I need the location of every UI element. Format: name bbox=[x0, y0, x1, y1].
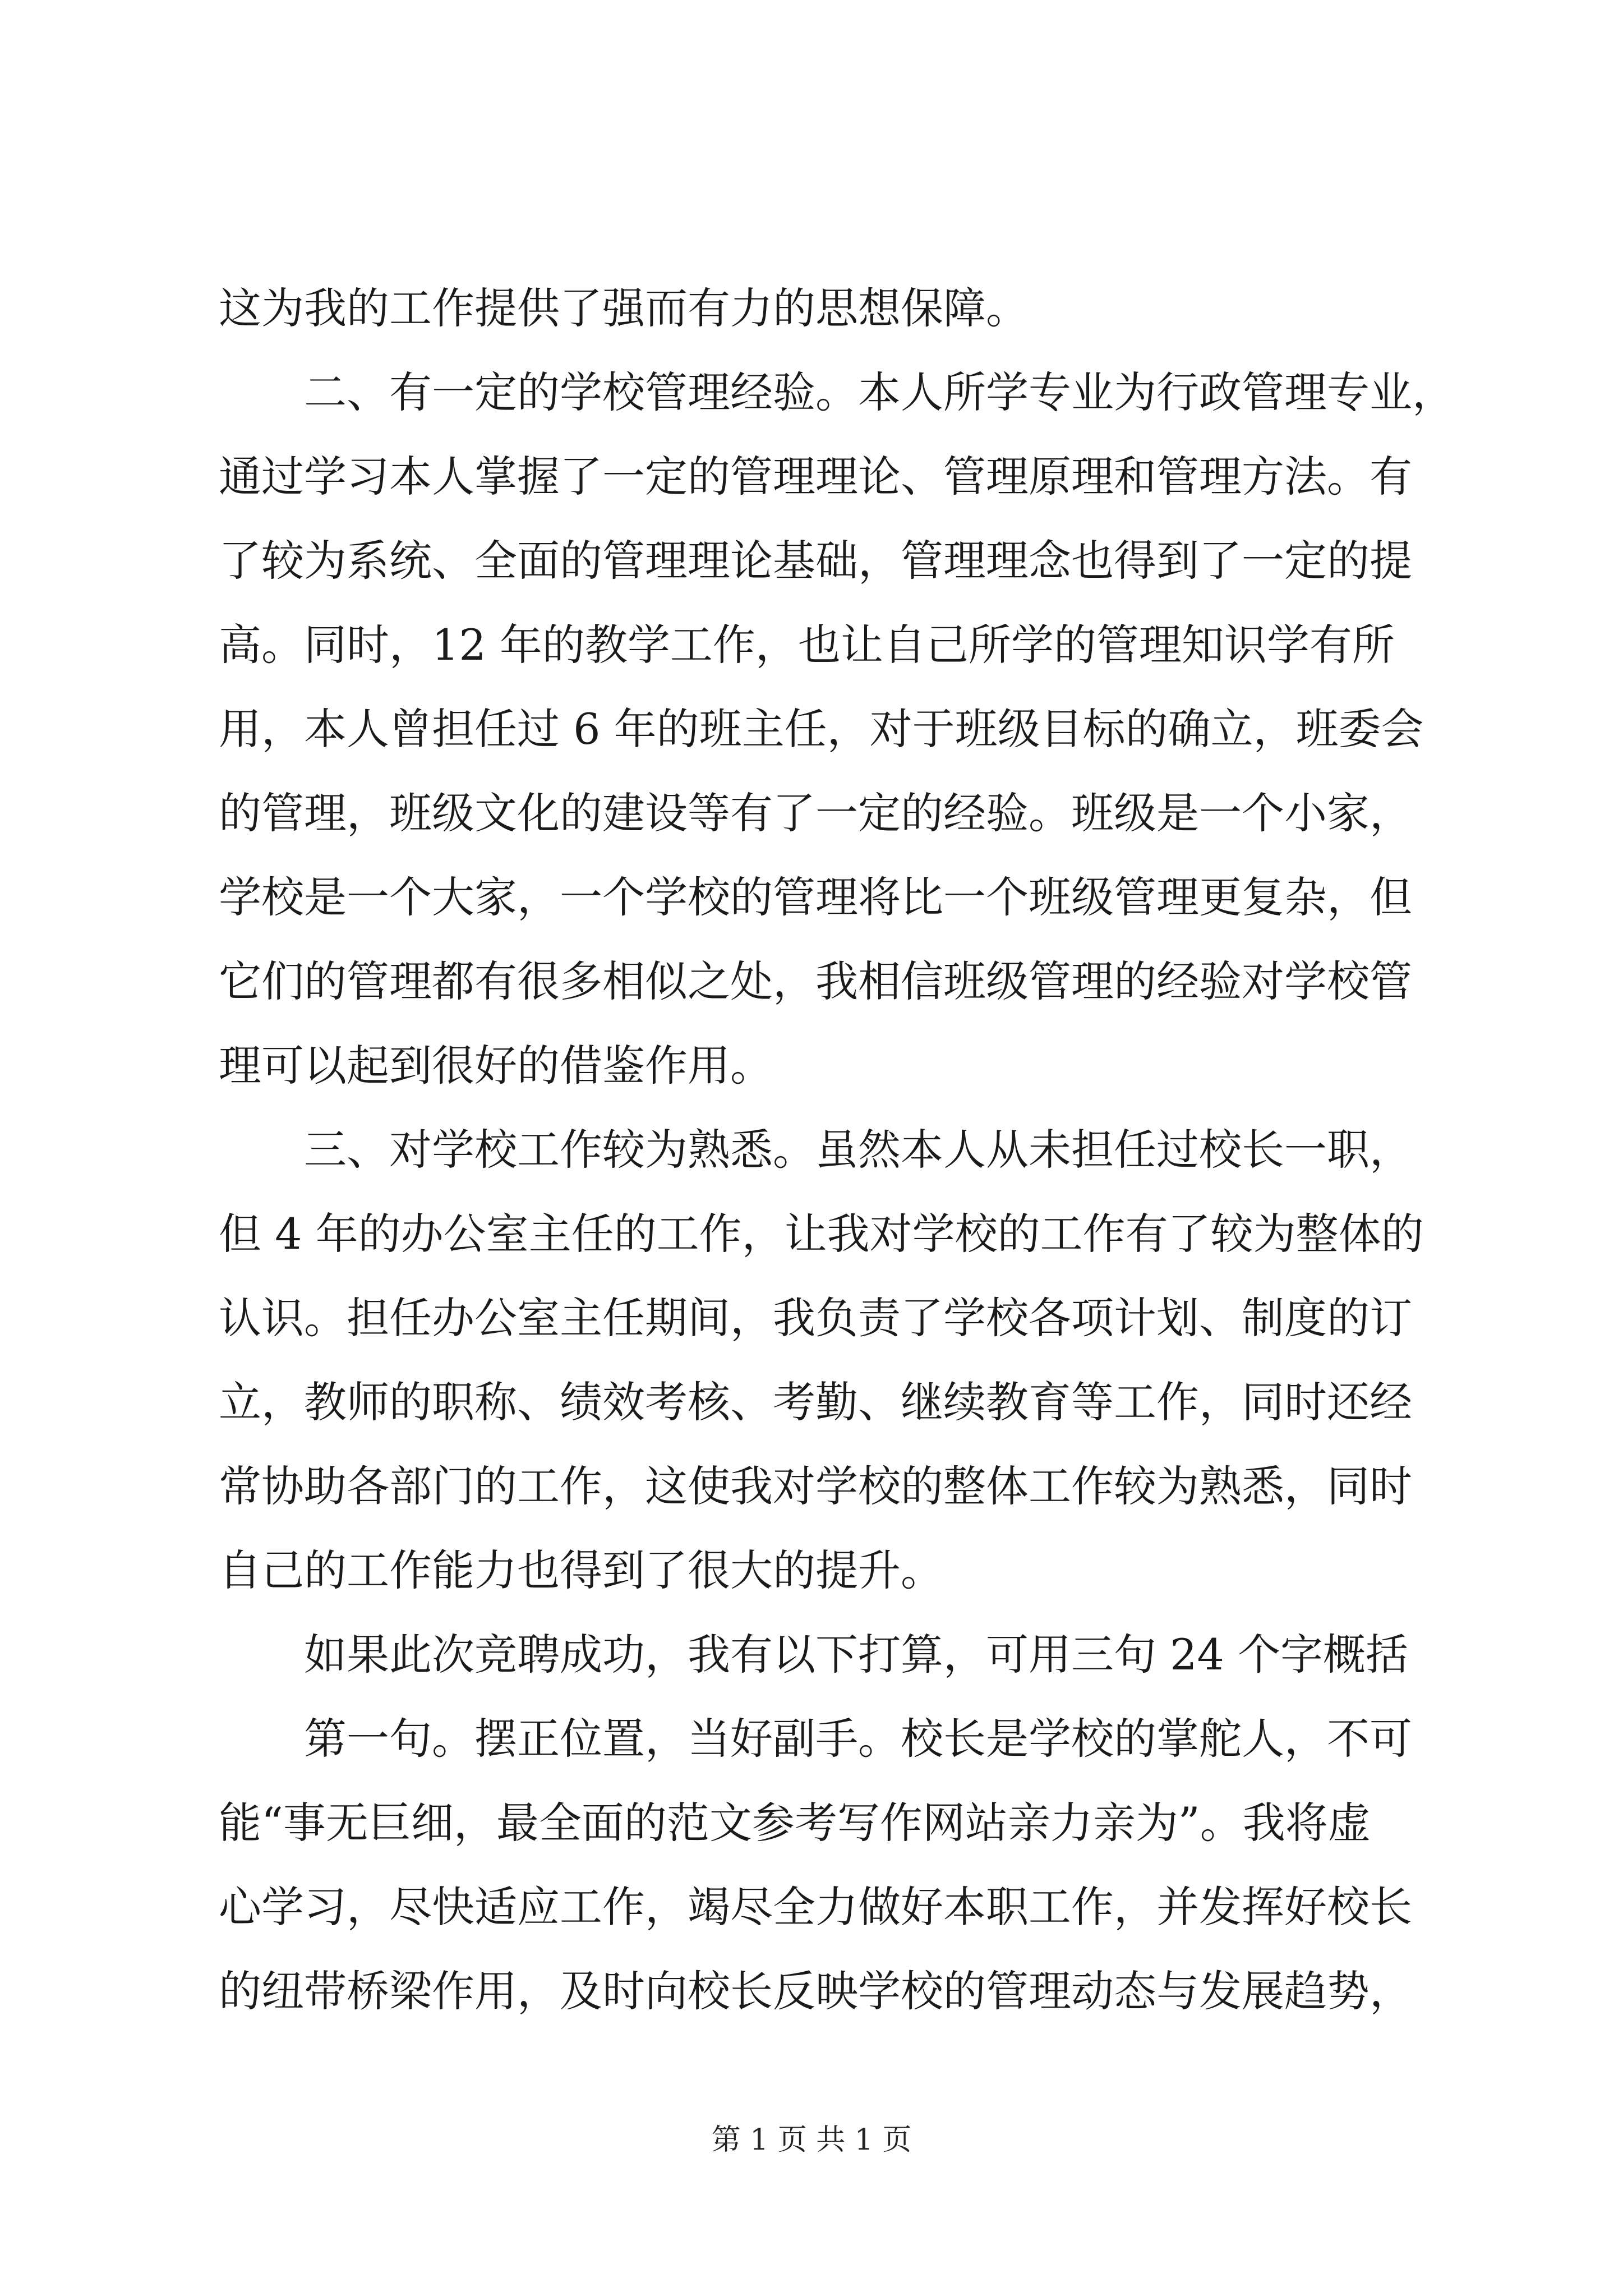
body-text-line: 立，教师的职称、绩效考核、考勤、继续教育等工作，同时还经 bbox=[219, 1377, 1412, 1427]
body-text-line: 能“事无巨细，最全面的范文参考写作网站亲力亲为”。我将虚 bbox=[219, 1798, 1371, 1848]
body-text-line: 三、对学校工作较为熟悉。虽然本人从未担任过校长一职， bbox=[219, 1125, 1412, 1175]
body-text-line: 它们的管理都有很多相似之处，我相信班级管理的经验对学校管 bbox=[219, 956, 1412, 1006]
body-text-line: 自己的工作能力也得到了很大的提升。 bbox=[219, 1545, 943, 1595]
body-text-line: 如果此次竞聘成功，我有以下打算，可用三句 24 个字概括 bbox=[219, 1630, 1409, 1680]
body-text-line: 心学习，尽快适应工作，竭尽全力做好本职工作，并发挥好校长 bbox=[219, 1882, 1412, 1932]
body-text-line: 第一句。摆正位置，当好副手。校长是学校的掌舵人，不可 bbox=[219, 1714, 1412, 1764]
body-text-line: 二、有一定的学校管理经验。本人所学专业为行政管理专业， bbox=[219, 367, 1455, 417]
body-text-line: 常协助各部门的工作，这使我对学校的整体工作较为熟悉，同时 bbox=[219, 1461, 1412, 1511]
body-text-line: 通过学习本人掌握了一定的管理理论、管理原理和管理方法。有 bbox=[219, 452, 1412, 501]
body-text-line: 高。同时，12 年的教学工作，也让自己所学的管理知识学有所 bbox=[219, 620, 1395, 670]
body-text-line: 这为我的工作提供了强而有力的思想保障。 bbox=[219, 283, 1029, 333]
body-text-line: 理可以起到很好的借鉴作用。 bbox=[219, 1041, 773, 1091]
body-text-line: 学校是一个大家，一个学校的管理将比一个班级管理更复杂，但 bbox=[219, 872, 1412, 922]
body-text-line: 的管理，班级文化的建设等有了一定的经验。班级是一个小家， bbox=[219, 788, 1412, 838]
body-text-line: 了较为系统、全面的管理理论基础，管理理念也得到了一定的提 bbox=[219, 536, 1412, 586]
body-text-line: 的纽带桥梁作用，及时向校长反映学校的管理动态与发展趋势， bbox=[219, 1966, 1412, 2016]
body-text-line: 认识。担任办公室主任期间，我负责了学校各项计划、制度的订 bbox=[219, 1293, 1412, 1343]
body-text-line: 用，本人曾担任过 6 年的班主任，对于班级目标的确立，班委会 bbox=[219, 704, 1424, 754]
body-text-line: 但 4 年的办公室主任的工作，让我对学校的工作有了较为整体的 bbox=[219, 1209, 1424, 1259]
page-footer: 第 1 页 共 1 页 bbox=[711, 2123, 912, 2157]
